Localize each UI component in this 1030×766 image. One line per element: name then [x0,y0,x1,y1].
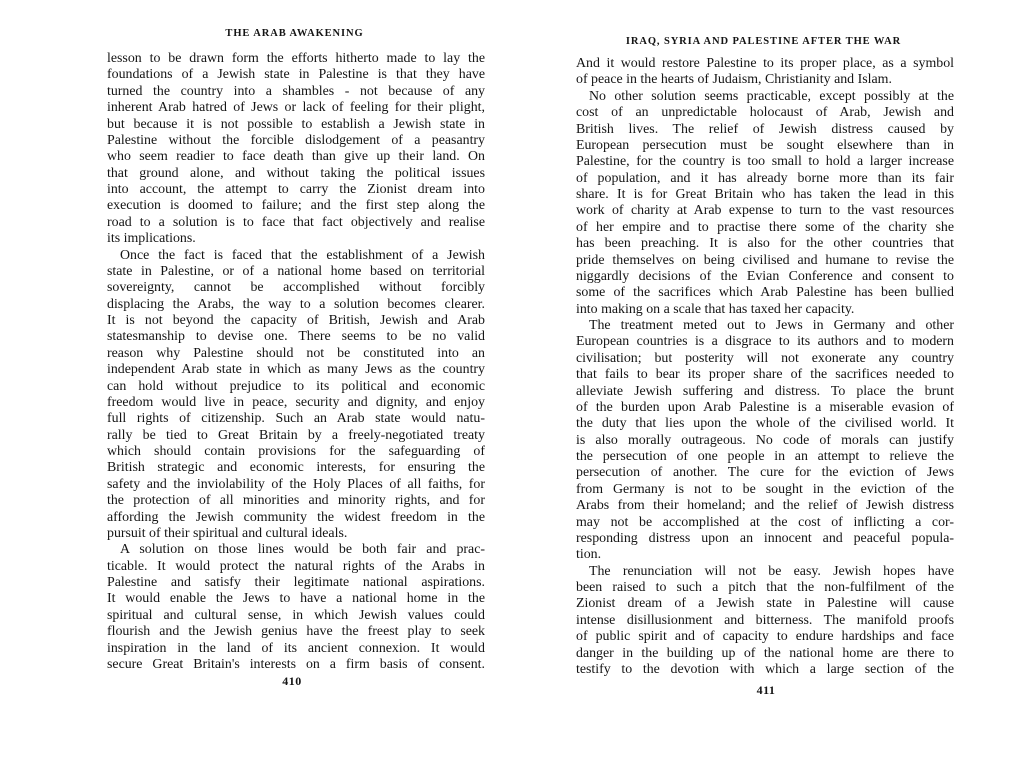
text-line: the persecution of one people in an attempt to relieve the [576,449,954,464]
text-line: of the burden upon Arab Palestine is a miserable evasion of [576,399,954,415]
text-line: lesson to be drawn form the efforts hitherto made to lay the [107,51,485,66]
text-line: from Germany is not to be sought in the eviction of the [576,481,954,497]
text-line: into making on a scale that has taxed her capacity. [576,301,855,317]
text-line: tion. [576,547,602,563]
text-line: its implications. [107,231,196,247]
text-line: of her empire and to practise there some of the charity she [576,219,954,235]
text-line: statesmanship to devise one. There seems to be no valid [107,329,485,345]
text-line: intense disillusionment and bitterness. The manifold proofs [576,612,954,628]
text-line: Zionist dream of a Jewish state in Palestine will cause [576,596,954,612]
text-line: niggardly decisions of the Evian Conference and consent to [576,268,954,284]
left-page [0,0,510,766]
text-line: Palestine, for the country is too small to hold a larger increase [576,154,954,170]
text-line: inspiration in the land of its ancient connexion. It would [107,640,485,656]
right-page [510,0,1030,766]
text-line: the protection of all minorities and minority rights, and for [107,493,485,509]
text-line: foundations of a Jewish state in Palestine is that they have [107,67,485,83]
text-line: state in Palestine, or of a national home based on territorial [107,263,485,279]
text-line: alleviate Jewish suffering and distress. To place the brunt [576,383,954,399]
text-line: rally be tied to Great Britain by a freely-negotiated treaty [107,427,485,443]
text-line: reason why Palestine should not be constituted into an [107,345,485,361]
text-line: And it would restore Palestine to its proper place, as a symbol [576,56,954,71]
text-line: full rights of citizenship. Such an Arab state would natu- [107,411,485,427]
text-line: who seem readier to face death than give up their land. On [107,149,485,165]
right-page-body [576,56,954,678]
text-line: danger in the building up of the national home are there to [576,645,954,661]
text-line: testify to the devotion with which a large section of the [576,661,954,677]
text-line: is also morally outrageous. No code of morals can justify [576,432,954,448]
text-line: of peace in the hearts of Judaism, Christianity and Islam. [576,72,892,88]
text-line: displacing the Arabs, the way to a solution becomes clearer. [107,296,485,312]
text-line: can hold without prejudice to its political and economic [107,378,485,394]
text-line: pride themselves on being civilised and humane to revise the [576,252,954,268]
text-line: that fails to bear its proper share of the sacrifices needed to [576,367,954,383]
text-line: The treatment meted out to Jews in Germany and other [589,318,954,333]
text-line: Palestine and satisfy their legitimate national aspirations. [107,575,485,590]
text-line: ticable. It would protect the natural rights of the Arabs in [107,558,485,574]
text-line: It would enable the Jews to have a national home in the [107,591,485,607]
text-line: work of charity at Arab expense to turn to the vast resources [576,203,954,219]
text-line: road to a solution is to face that fact objectively and realise [107,214,485,230]
text-line: British strategic and economic interests, for ensuring the [107,460,485,476]
text-line: affording the Jewish community the widest freedom in the [107,509,485,525]
text-line: may not be accomplished at the cost of inflicting a cor- [576,514,954,530]
text-line: European persecution must be sought elsewhere than in [576,137,954,153]
text-line: British lives. The relief of Jewish distress caused by [576,121,954,137]
left-page-number: 410 [282,674,302,688]
text-line: pursuit of their spiritual and cultural ideals. [107,525,348,541]
text-line: safety and the inviolability of the Holy Places of all faiths, for [107,476,485,492]
text-line: sovereignty, cannot be accomplished without forcibly [107,280,485,296]
text-line: No other solution seems practicable, except possibly at the [589,88,954,104]
text-line: has been preaching. It is also for the other countries that [576,236,954,252]
text-line: of population, and it has already borne more than its fair [576,170,954,186]
text-line: execution is doomed to failure; and the first step along the [107,198,485,214]
text-line: European countries is a disgrace to its authors and to modern [576,334,954,350]
text-line: A solution on those lines would be both fair and prac- [120,542,485,558]
text-line: spiritual and cultural sense, in which Jewish values could [107,607,485,623]
text-line: share. It is for Great Britain who has taken the lead in this [576,187,954,202]
text-line: Once the fact is faced that the establishment of a Jewish [120,247,485,263]
text-line: flourish and the Jewish genius have the freest play to seek [107,624,485,640]
text-line: some of the sacrifices which Arab Palestine has been bullied [576,285,954,301]
text-line: been raised to such a pitch that the non-fulfilment of the [576,580,954,595]
text-line: independent Arab state in which as many Jews as the country [107,362,485,378]
right-running-head: IRAQ, SYRIA AND PALESTINE AFTER THE WAR [625,36,902,47]
text-line: Arabs from their homeland; and the relief of Jewish distress [576,498,954,514]
text-line: cost of an unpredictable holocaust of Arab, Jewish and [576,105,954,121]
text-line: into account, the attempt to carry the Zionist dream into [107,182,485,197]
text-line: the duty that lies upon the whole of the civilised world. It [576,416,954,432]
text-line: It is not beyond the capacity of British, Jewish and Arab [107,313,485,328]
text-line: persecution of another. The cure for the eviction of Jews [576,465,954,481]
text-line: civilisation; but posterity will not exonerate any country [576,350,954,366]
text-line: turned the country into a shambles - not because of any [107,83,485,99]
left-running-head: THE ARAB AWAKENING [225,28,364,39]
text-line: Palestine without the forcible dislodgement of a peasantry [107,132,485,148]
right-page-number: 411 [756,683,776,697]
text-line: freedom would live in peace, security and dignity, and enjoy [107,394,485,410]
text-line: which should contain provisions for the safeguarding of [107,444,485,459]
text-line: of public spirit and of capacity to endure hardships and face [576,629,954,645]
left-page-body [107,51,485,673]
text-line: responding distress upon an innocent and peaceful popula- [576,530,954,546]
text-line: secure Great Britain's interests on a firm basis of consent. [107,656,485,672]
text-line: inherent Arab hatred of Jews or lack of feeling for their plight, [107,100,485,116]
text-line: The renunciation will not be easy. Jewish hopes have [589,563,954,579]
text-line: but because it is not possible to establish a Jewish state in [107,116,485,132]
text-line: that ground alone, and without taking the political issues [107,165,485,181]
